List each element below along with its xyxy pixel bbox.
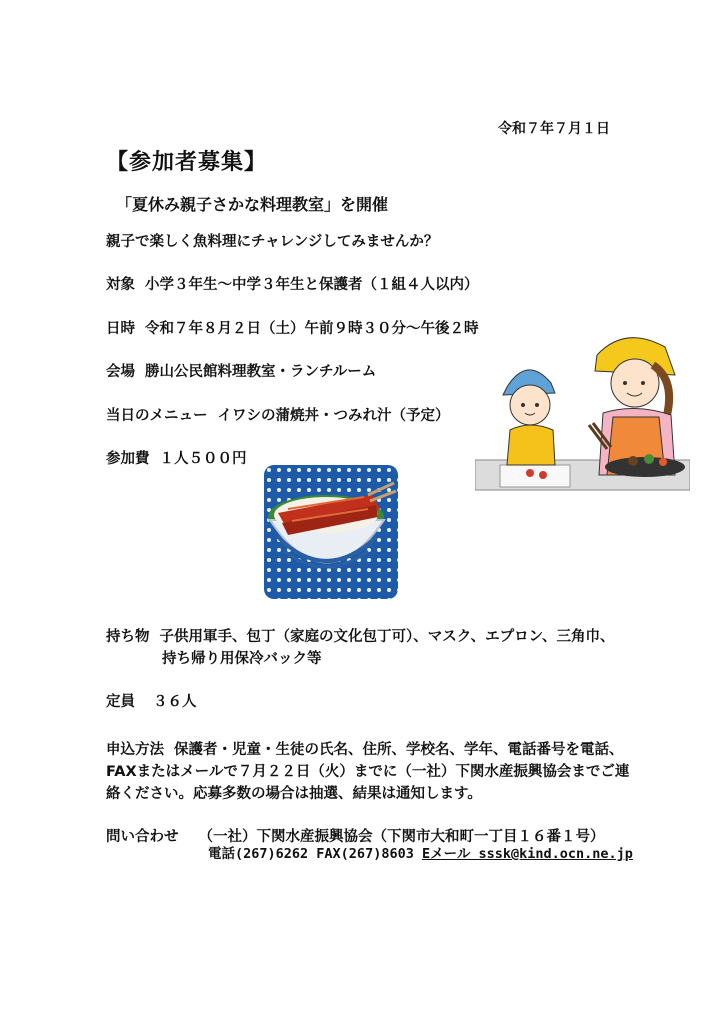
cooking-illustration	[475, 325, 690, 495]
food-photo	[264, 465, 398, 599]
fee-value: １人５００円	[159, 451, 247, 467]
capacity-label: 定員	[106, 694, 135, 710]
intro-text: 親子で楽しく魚料理にチャレンジしてみませんか？	[106, 234, 439, 250]
items-label: 持ち物	[106, 629, 150, 645]
document-date: 令和７年７月１日	[498, 121, 610, 137]
menu-label: 当日のメニュー	[106, 408, 208, 424]
target-label: 対象	[106, 277, 135, 293]
fee-label: 参加費	[106, 451, 150, 467]
contact-email-link[interactable]: Eメール sssk@kind.ocn.ne.jp	[421, 846, 633, 862]
apply-row	[106, 738, 624, 759]
apply-line2: FAXまたはメールで７月２２日（火）までに（一社）下関水産振興協会までご連	[106, 764, 630, 780]
datetime-value: 令和７年８月２日（土）午前９時３０分～午後２時	[145, 321, 479, 337]
parent-child-cooking-image	[475, 325, 690, 495]
contact-fax: FAX(267)8603	[316, 846, 414, 862]
capacity-row	[106, 690, 197, 711]
contact-details	[208, 842, 633, 862]
target-value: 小学３年生～中学３年生と保護者（１組４人以内）	[145, 277, 479, 293]
capacity-value: ３６人	[153, 694, 197, 710]
menu-value: イワシの蒲焼丼・つみれ汁（予定）	[217, 408, 450, 424]
datetime-row	[106, 317, 479, 338]
items-value: 子供用軍手、包丁（家庭の文化包丁可）、マスク、エプロン、三角巾、	[159, 629, 615, 645]
contact-phone: 電話(267)6262	[208, 846, 309, 862]
venue-value: 勝山公民館料理教室・ランチルーム	[145, 364, 377, 380]
apply-label: 申込方法	[106, 742, 164, 758]
event-title: 「夏休み親子さかな料理教室」を開催	[116, 195, 389, 214]
venue-label: 会場	[106, 364, 135, 380]
items-row	[106, 625, 615, 646]
fee-row	[106, 447, 247, 468]
venue-row	[106, 360, 376, 381]
apply-line1: 保護者・児童・生徒の氏名、住所、学校名、学年、電話番号を電話、	[174, 742, 624, 758]
target-row	[106, 273, 479, 294]
contact-org: （一社）下関水産振興協会（下関市大和町一丁目１６番１号）	[198, 829, 605, 845]
menu-row	[106, 404, 450, 425]
apply-line3: 絡ください。応募多数の場合は抽選、結果は通知します。	[106, 786, 482, 802]
items-value-cont: 持ち帰り用保冷バック等	[162, 651, 322, 667]
page-title: 【参加者募集】	[106, 150, 268, 175]
contact-label: 問い合わせ	[106, 829, 179, 845]
datetime-label: 日時	[106, 321, 135, 337]
rice-bowl-image	[264, 465, 398, 599]
